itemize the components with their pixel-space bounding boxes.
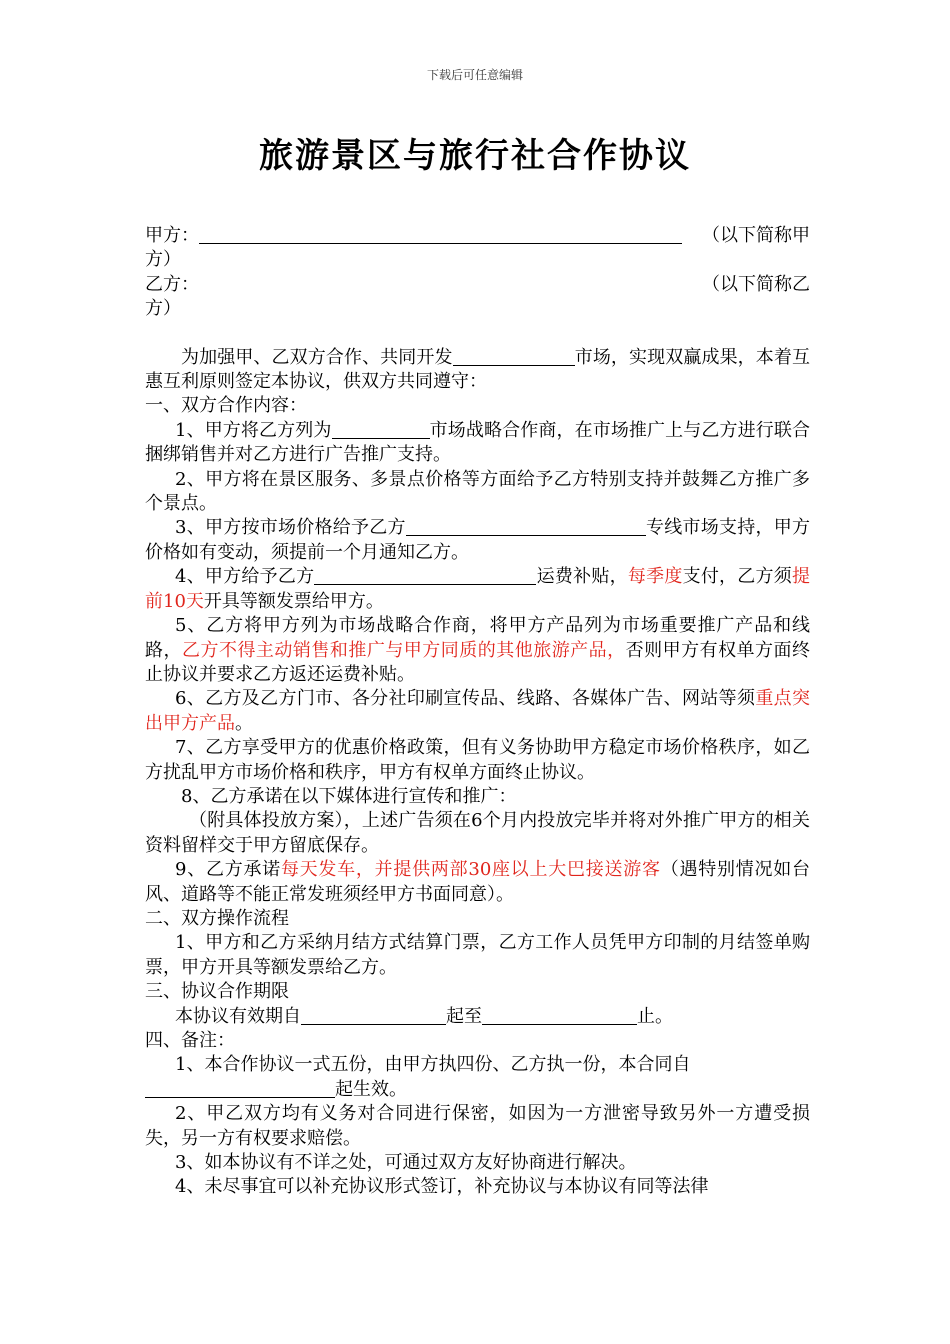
clause-1-2: 2、甲方将在景区服务、多景点价格等方面给予乙方特别支持并鼓舞乙方推广多个景点。 — [145, 468, 810, 515]
quarterly-highlight: 每季度 — [627, 566, 683, 588]
intro-paragraph: 为加强甲、乙双方合作、共同开发 市场，实现双赢成果，本着互惠互利原则签定本协议，供双方共同遵守： — [145, 346, 811, 393]
clause-1-1: 1、甲方将乙方列为 市场战略合作商，在市场推广上与乙方进行联合捆绑销售并对乙方进行广告推广支持。 — [145, 419, 810, 466]
header-note: 下载后可任意编辑 — [426, 68, 523, 82]
section-4-heading: 四、备注： — [145, 1030, 235, 1051]
clause-1-7: 7、乙方享受甲方的优惠价格政策，但有义务协助甲方稳定市场价格秩序，如乙方扰乱甲方市场价格和秩序，甲方有权单方面终止协议。 — [145, 737, 810, 783]
clause-1-9: 9、乙方承诺每天发车，并提供两部30座以上大巴接送游客（遇特别情况如台风、道路等不能正常发班须经甲方书面同意）。 — [145, 859, 811, 905]
market-blank[interactable] — [453, 347, 575, 366]
clause-4-3: 3、如本协议有不详之处，可通过双方友好协商进行解决。 — [175, 1152, 637, 1174]
party-a-cont: 方） — [145, 249, 181, 271]
emphasis-highlight: 重点突出甲方产品 — [145, 688, 811, 734]
party-b-suffix: （以下简称乙 — [702, 273, 810, 295]
section-2-heading: 二、双方操作流程 — [145, 907, 289, 929]
clause-1-5: 5、乙方将甲方列为市场战略合作商，将甲方产品列为市场重要推广产品和线路，乙方不得主动销售和推广与甲方同质的其他旅游产品，否则甲方有权单方面终止协议并要求乙方返还运费补贴。 — [145, 615, 811, 685]
effective-date-blank[interactable] — [145, 1079, 335, 1098]
daily-bus-highlight: 每天发车，并提供两部30座以上大巴接送游客 — [280, 859, 661, 881]
party-a-suffix: （以下简称甲 — [702, 225, 810, 246]
clause-4-1: 1、本合作协议一式五份，由甲方执四份、乙方执一份，本合同自 — [175, 1054, 691, 1076]
clause-1-8: 8、乙方承诺在以下媒体进行宣传和推广： — [181, 785, 517, 807]
start-date-blank[interactable] — [301, 1006, 446, 1025]
section-1-heading: 一、双方合作内容： — [145, 395, 307, 417]
end-date-blank[interactable] — [482, 1006, 637, 1025]
party-b-line — [145, 273, 810, 297]
clause-2-1: 1、甲方和乙方采纳月结方式结算门票，乙方工作人员凭甲方印制的月结签单购票，甲方开具等额发票给乙方。 — [145, 932, 810, 978]
party-a-line — [145, 224, 810, 248]
exclusivity-highlight: 乙方不得主动销售和推广与甲方同质的其他旅游产品， — [181, 639, 626, 661]
line-market-blank[interactable] — [406, 517, 646, 536]
clause-4-2: 2、甲乙双方均有义务对合同进行保密，如因为一方泄密导致另外一方遭受损失，另一方有权要求赔偿。 — [145, 1103, 810, 1149]
document-title: 旅游景区与旅行社合作协议 — [259, 136, 691, 176]
party-b-label: 乙方： — [145, 273, 199, 295]
clause-4-1-cont: 起生效。 — [145, 1078, 810, 1102]
term-line: 本协议有效期自 起至 止。 — [175, 1005, 673, 1027]
advance-highlight: 提前10天 — [145, 566, 811, 612]
clause-1-8-cont: （附具体投放方案），上述广告须在6个月内投放完毕并将对外推广甲方的相关资料留样交于甲方留底保存。 — [145, 810, 810, 856]
party-a-blank[interactable] — [199, 225, 682, 244]
subsidy-blank[interactable] — [314, 566, 536, 585]
clause-1-4: 4、甲方给予乙方 运费补贴，每季度支付，乙方须提前10天开具等额发票给甲方。 — [145, 566, 811, 612]
agreement-body — [145, 224, 810, 1200]
partner-level-blank[interactable] — [332, 420, 430, 439]
clause-4-4: 4、未尽事宜可以补充协议形式签订，补充协议与本协议有同等法律 — [175, 1176, 709, 1198]
party-b-cont: 方） — [145, 298, 181, 320]
clause-1-3: 3、甲方按市场价格给予乙方 专线市场支持，甲方价格如有变动，须提前一个月通知乙方。 — [145, 517, 811, 563]
party-a-label: 甲方： — [145, 225, 199, 246]
section-3-heading: 三、协议合作期限 — [145, 981, 289, 1003]
clause-1-6: 6、乙方及乙方门市、各分社印刷宣传品、线路、各媒体广告、网站等须重点突出甲方产品。 — [145, 688, 811, 734]
